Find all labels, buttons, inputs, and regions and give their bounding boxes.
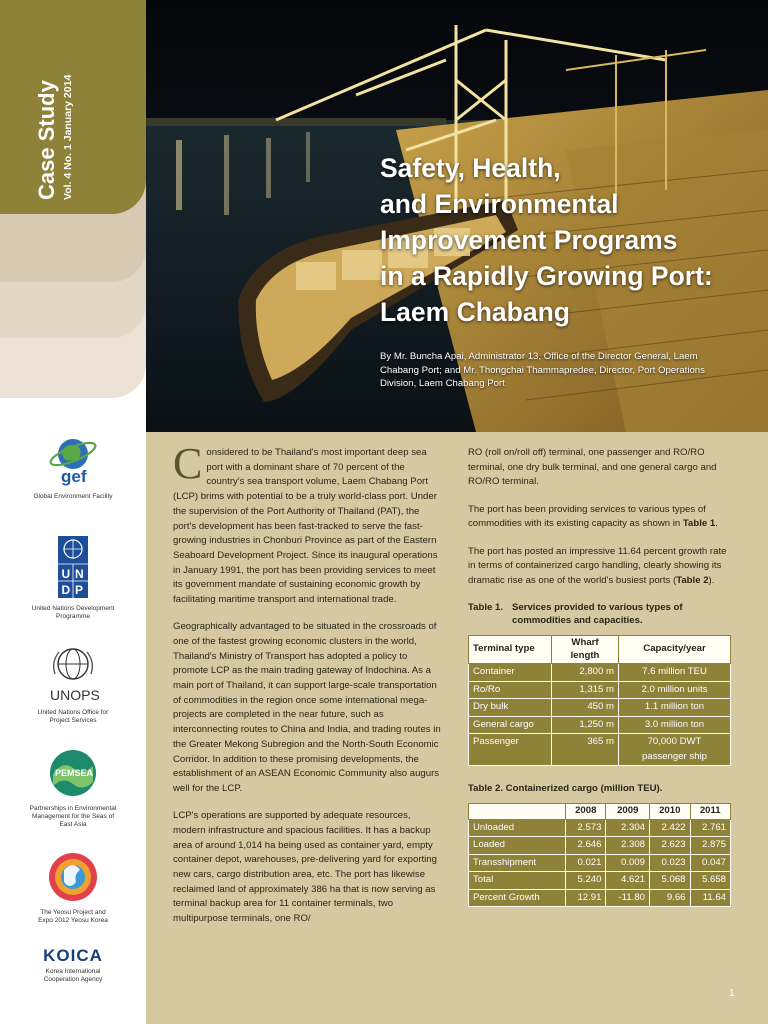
paragraph: LCP's operations are supported by adequate resources, modern infrastructure and spacious facilities. It has a backup area of around 1,014 ha being used as container yard, empty container depot, warehouses, pre-delivering yard for exporting new cars, cargo distribution area, etc. The port has likewise reclaimed land of approximately 386 ha that is now serving as terminal backup area for 11 container terminals, two multipurpose terminals, one RO/	[173, 810, 437, 925]
paragraph: The port has been providing services to various types of commodities with its existing capacity as shown in Table 1.	[468, 503, 718, 530]
sidebar	[0, 0, 146, 1024]
table-header: 2009	[606, 804, 650, 820]
table-row: Ro/Ro 1,315 m 2.0 million units	[469, 681, 731, 699]
title-line: and Environmental	[380, 189, 619, 219]
title-line: in a Rapidly Growing Port:	[380, 261, 713, 291]
table-row: General cargo 1,250 m 3.0 million ton	[469, 716, 731, 734]
paragraph: Geographically advantaged to be situated in the crossroads of one of the fastest growing economic clusters in the world, Thailand's Ministry of Transport has adopted a policy to promote LCP as the main trading gateway of Indochina. As a main port of Thailand, it can support large-scale transportation of commodities in the region once some international mega-projects are completed in the near future, such as interconnecting routes to China and India, and trading routes in the Greater Mekong Subregion and the North-South Economic Corridor. In addition to these promising developments, the establishment of an ASEAN Economic Community also augurs well for the LCP.	[173, 621, 441, 794]
article-title	[380, 150, 760, 330]
table-row: Percent Growth 12.91 -11.80 9.66 11.64	[469, 889, 731, 907]
koica-caption: Korea International Cooperation Agency	[43, 968, 103, 983]
table1-caption: Table 1. Services provided to various types of commodities and capacities.	[468, 602, 683, 627]
svg-text:P: P	[75, 583, 84, 597]
table-row: Unloaded 2.573 2.304 2.422 2.761	[469, 819, 731, 837]
table-ref: Table 1	[682, 518, 716, 530]
table-header: 2008	[566, 804, 606, 820]
table-header: Terminal type	[469, 636, 552, 664]
gef-logo-text: gef	[61, 467, 87, 486]
undp-icon	[58, 536, 88, 598]
unops-icon	[47, 644, 99, 704]
drop-cap: C	[173, 439, 203, 488]
table-ref: Table 2	[676, 574, 709, 586]
author-byline: By Mr. Buncha Apai, Administrator 13, Office of the Director General, Laem Chabang Port; and Mr. Thongchai Thammapredee, Director, Port Operations Division, Laem Chabang Port	[380, 351, 705, 389]
table2	[468, 803, 731, 907]
paragraph: RO (roll on/roll off) terminal, one passenger and RO/RO terminal, one dry bulk terminal, and one general cargo and RO/RO terminal.	[468, 447, 717, 488]
pemsea-icon	[47, 748, 99, 798]
yeosu-caption: The Yeosu Project and Expo 2012 Yeosu Korea	[38, 909, 108, 924]
gef-logo	[0, 432, 146, 501]
svg-text:U: U	[61, 567, 71, 581]
title-line: Improvement Programs	[380, 225, 678, 255]
table2-caption: Table 2. Containerized cargo (million TEU).	[468, 783, 663, 795]
gef-icon	[43, 432, 103, 490]
body-column-right	[468, 446, 736, 907]
table-header: 2011	[690, 804, 731, 820]
hero-photo	[146, 0, 768, 432]
table-row: Loaded 2.646 2.308 2.623 2.875	[469, 837, 731, 855]
pemsea-caption: Partnerships in Environmental Management for the Seas of East Asia	[29, 805, 117, 828]
case-study-title: Case Study	[34, 80, 59, 200]
table-header-row	[469, 804, 731, 820]
unops-caption: United Nations Office for Project Services	[37, 709, 109, 724]
paragraph	[173, 439, 441, 608]
volume-label: Vol. 4 No. 1 January 2014	[62, 74, 74, 200]
unops-logo	[0, 644, 146, 725]
table-header	[469, 804, 566, 820]
table-row: Total 5.240 4.621 5.068 5.658	[469, 872, 731, 890]
koica-logo-text: KOICA	[43, 946, 103, 965]
paragraph: The port has posted an impressive 11.64 percent growth rate in terms of containerized cargo handling, clearly showing its dramatic rise as one of the world's busiest ports (Table 2).	[468, 545, 727, 586]
pemsea-logo	[0, 748, 146, 829]
table-row: Transshipment 0.021 0.009 0.023 0.047	[469, 854, 731, 872]
page-number: 1	[729, 988, 735, 999]
title-line: Safety, Health,	[380, 153, 561, 183]
undp-caption: United Nations Development Programme	[31, 605, 115, 620]
yeosu-icon	[46, 850, 100, 904]
koica-logo	[0, 946, 146, 984]
body-column-left	[173, 439, 441, 939]
title-line: Laem Chabang	[380, 297, 570, 327]
table-row: Container 2,800 m 7.6 million TEU	[469, 664, 731, 682]
table-header: Capacity/year	[619, 636, 731, 664]
table-header: Wharf length	[552, 636, 619, 664]
unops-logo-text: UNOPS	[50, 687, 99, 703]
yeosu-logo	[0, 850, 146, 925]
paragraph-text: onsidered to be Thailand's most important deep sea port with a dominant share of 70 percent of the country's sea transport volume, Laem Chabang Port (LCP) brims with potential to be a truly world-class port. Under the supervision of the Port Authority of Thailand (PAT), the port's development has been fast-tracked to serve the fast-growing industries in Chonburi Province as part of the Eastern Seaboard Development Project. Since its inaugural operations in January 1991, the port has been providing services to meet its government mandate of sustaining economic growth by facilitating maritime transport and international trade.	[173, 447, 438, 606]
svg-text:N: N	[75, 567, 84, 581]
pemsea-logo-text: PEMSEA	[55, 768, 94, 778]
table-header: 2010	[650, 804, 690, 820]
table-row: Dry bulk 450 m 1.1 million ton	[469, 699, 731, 717]
table1	[468, 635, 731, 766]
gef-caption: Global Environment Facility	[33, 493, 113, 500]
undp-logo	[0, 536, 146, 621]
table-row: Passenger 365 m 70,000 DWT passenger ship	[469, 734, 731, 766]
table-header-row	[469, 636, 731, 664]
case-study-label	[34, 20, 88, 200]
svg-text:D: D	[61, 583, 71, 597]
